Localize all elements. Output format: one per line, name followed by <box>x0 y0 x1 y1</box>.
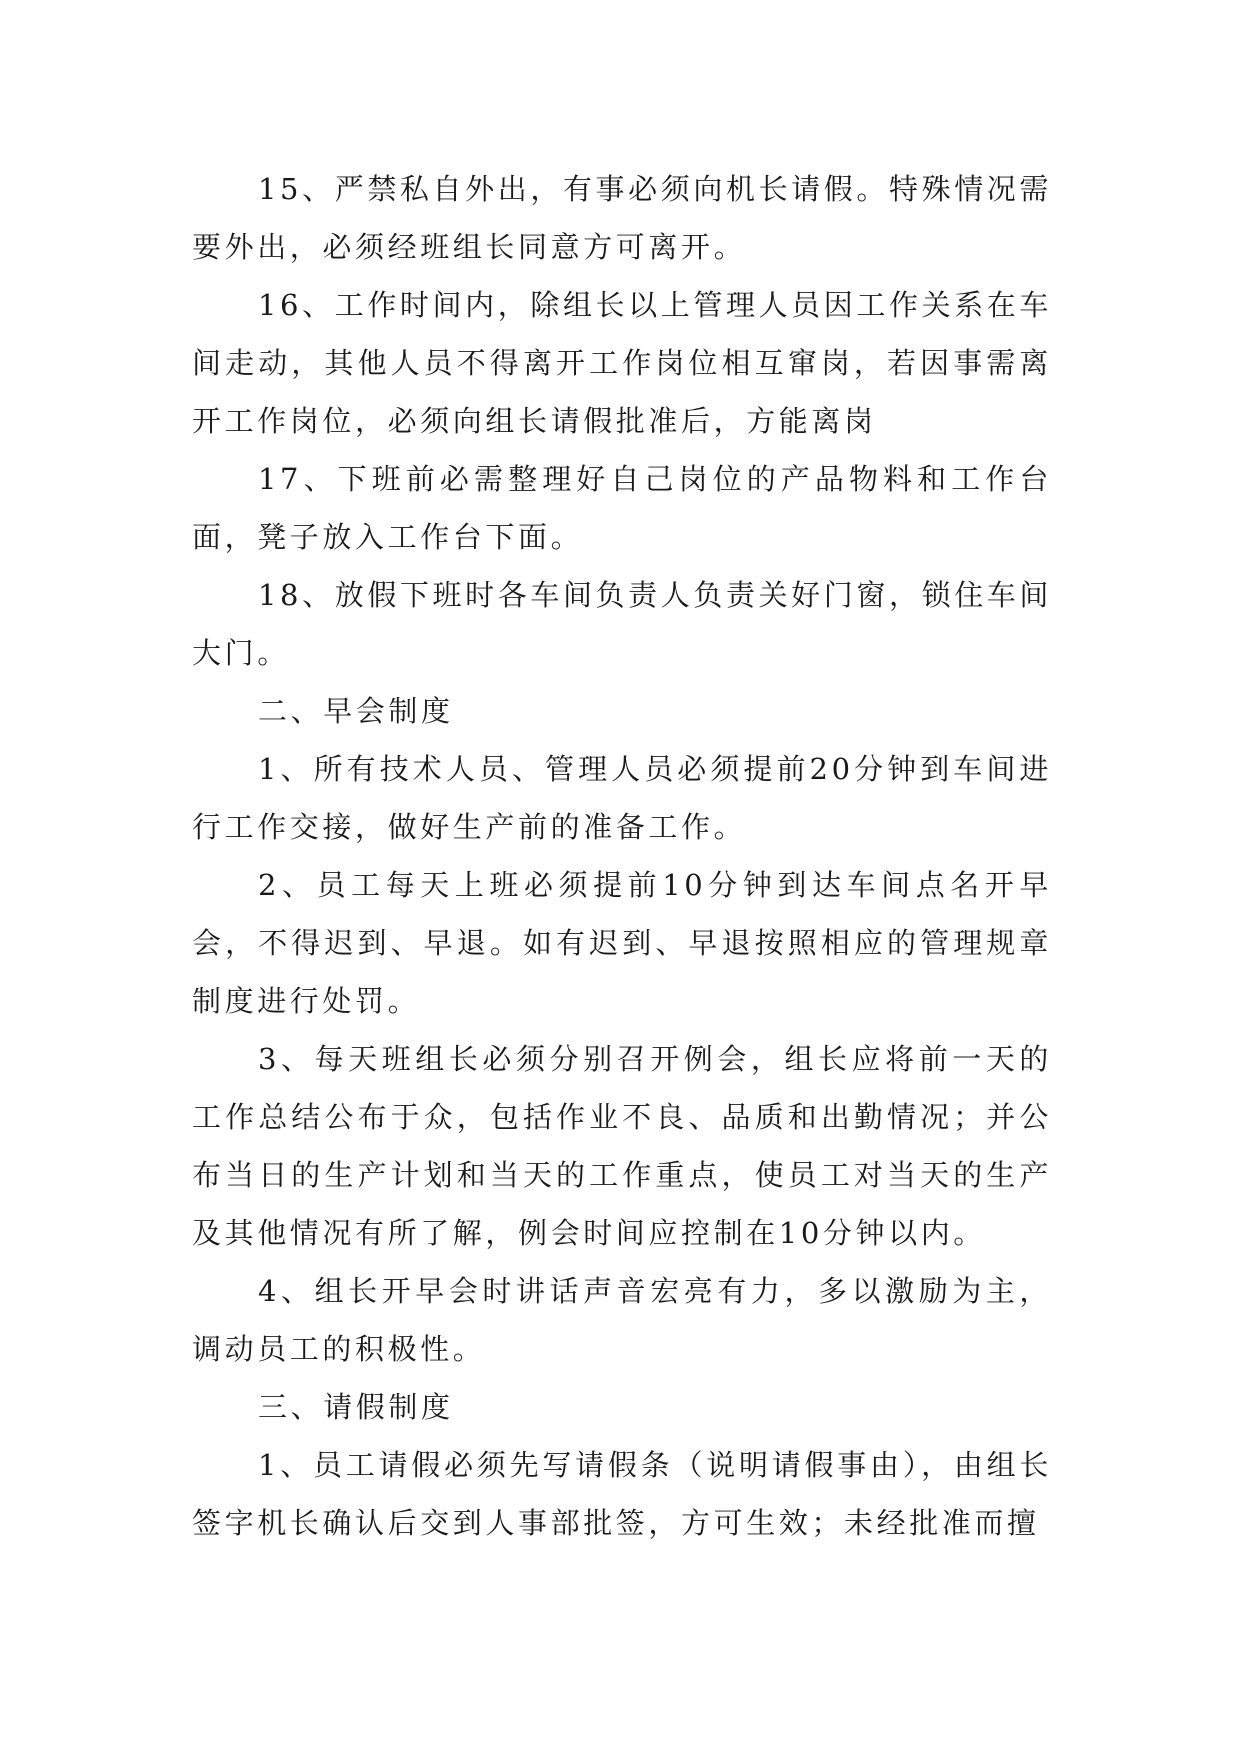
section-heading-morning-meeting: 二、早会制度 <box>258 694 454 728</box>
paragraph-rule-15: 15、严禁私自外出，有事必须向机长请假。特殊情况需要外出，必须经班组长同意方可离开。 <box>192 172 1052 264</box>
paragraph-morning-4: 4、组长开早会时讲话声音宏亮有力，多以激励为主，调动员工的积极性。 <box>192 1274 1052 1366</box>
paragraph-rule-18: 18、放假下班时各车间负责人负责关好门窗，锁住车间大门。 <box>192 578 1052 670</box>
paragraph-rule-17: 17、下班前必需整理好自己岗位的产品物料和工作台面，凳子放入工作台下面。 <box>192 462 1052 554</box>
section-heading-leave: 三、请假制度 <box>258 1390 454 1424</box>
paragraph-morning-2: 2、员工每天上班必须提前10分钟到达车间点名开早会，不得迟到、早退。如有迟到、早退按照相应的管理规章制度进行处罚。 <box>192 868 1052 1018</box>
paragraph-leave-1: 1、员工请假必须先写请假条（说明请假事由），由组长签字机长确认后交到人事部批签，方可生效；未经批准而擅 <box>192 1448 1052 1540</box>
document-body <box>192 160 1052 1552</box>
paragraph-morning-3: 3、每天班组长必须分别召开例会，组长应将前一天的工作总结公布于众，包括作业不良、品质和出勤情况；并公布当日的生产计划和当天的工作重点，使员工对当天的生产及其他情况有所了解，例会时间应控制在10分钟以内。 <box>192 1042 1052 1250</box>
paragraph-morning-1: 1、所有技术人员、管理人员必须提前20分钟到车间进行工作交接，做好生产前的准备工作。 <box>192 752 1052 844</box>
paragraph-rule-16: 16、工作时间内，除组长以上管理人员因工作关系在车间走动，其他人员不得离开工作岗位相互窜岗，若因事需离开工作岗位，必须向组长请假批准后，方能离岗 <box>192 288 1052 438</box>
